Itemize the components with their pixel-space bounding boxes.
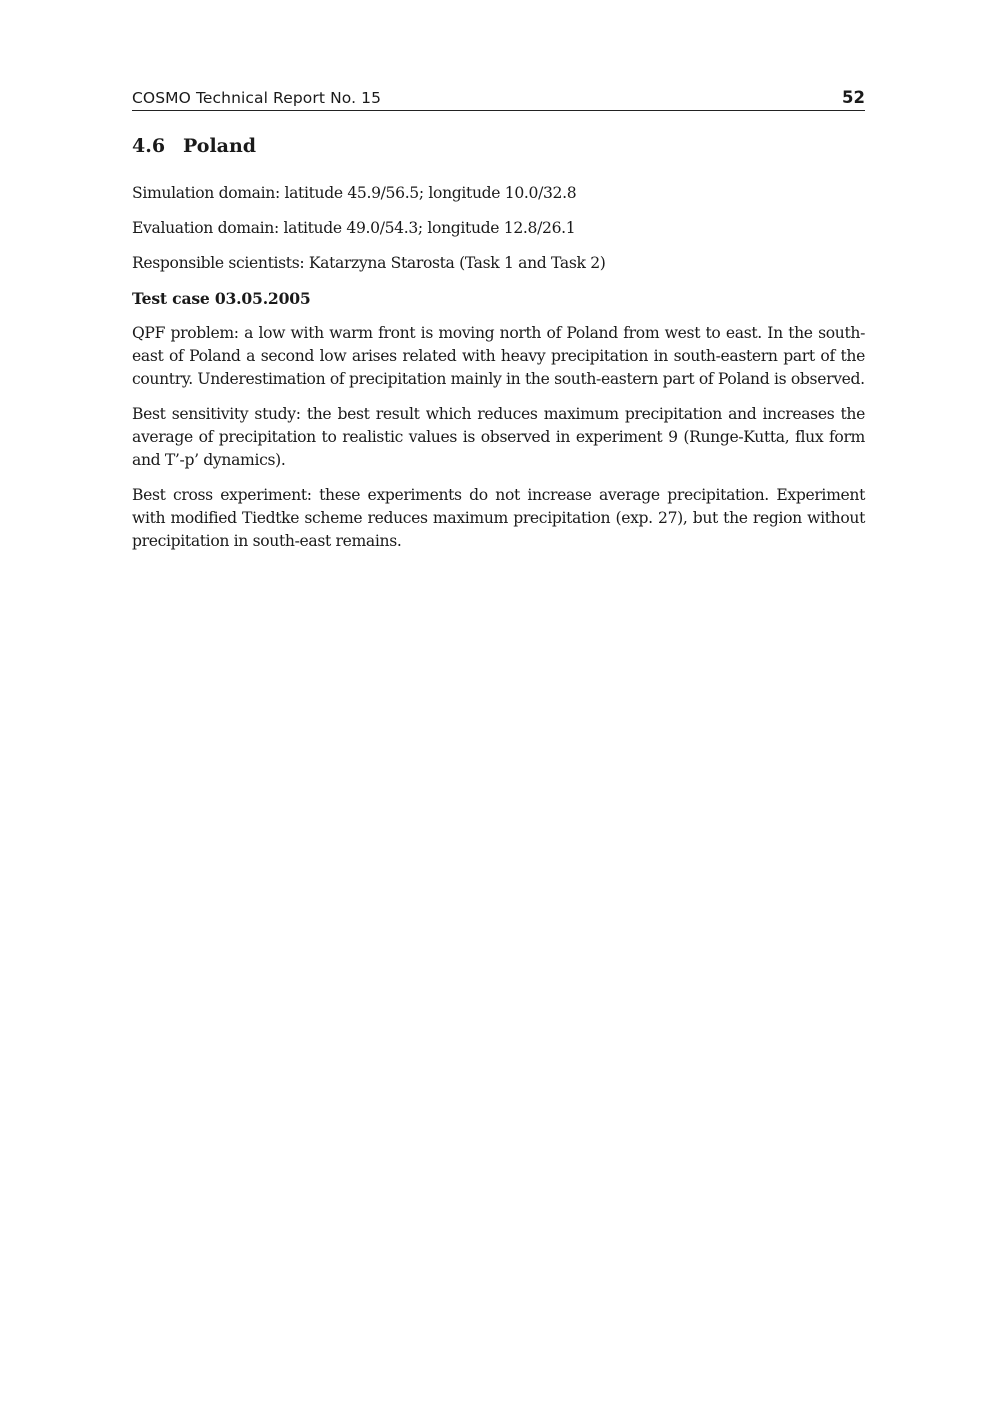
page-number: 52 (842, 88, 865, 107)
best-cross-paragraph: Best cross experiment: these experiments do not increase average precipitation. Experiment with modified Tiedtke scheme reduces maximum precipitation (exp. 27), but the region without precipitation in south-east remains. (132, 486, 865, 550)
running-title: COSMO Technical Report No. 15 (132, 89, 382, 107)
simulation-domain-line: Simulation domain: latitude 45.9/56.5; longitude 10.0/32.8 (132, 184, 577, 202)
qpf-problem-paragraph: QPF problem: a low with warm front is moving north of Poland from west to east. In the south-east of Poland a second low arises related with heavy precipitation in south-eastern part of the country. Underestimation of precipitation mainly in the south-eastern part of Poland is observed. (132, 324, 865, 388)
section-heading (132, 135, 256, 157)
running-header (132, 88, 865, 111)
test-case-heading: Test case 03.05.2005 (132, 289, 311, 308)
section-body (132, 182, 865, 565)
section-number: 4.6 (132, 135, 166, 157)
responsible-scientists-line: Responsible scientists: Katarzyna Starosta (Task 1 and Task 2) (132, 254, 606, 272)
evaluation-domain-line: Evaluation domain: latitude 49.0/54.3; longitude 12.8/26.1 (132, 219, 576, 237)
best-sensitivity-paragraph: Best sensitivity study: the best result which reduces maximum precipitation and increases the average of precipitation to realistic values is observed in experiment 9 (Runge-Kutta, flux form and T’-p’ dynamics). (132, 405, 865, 469)
section-title: Poland (183, 135, 257, 157)
